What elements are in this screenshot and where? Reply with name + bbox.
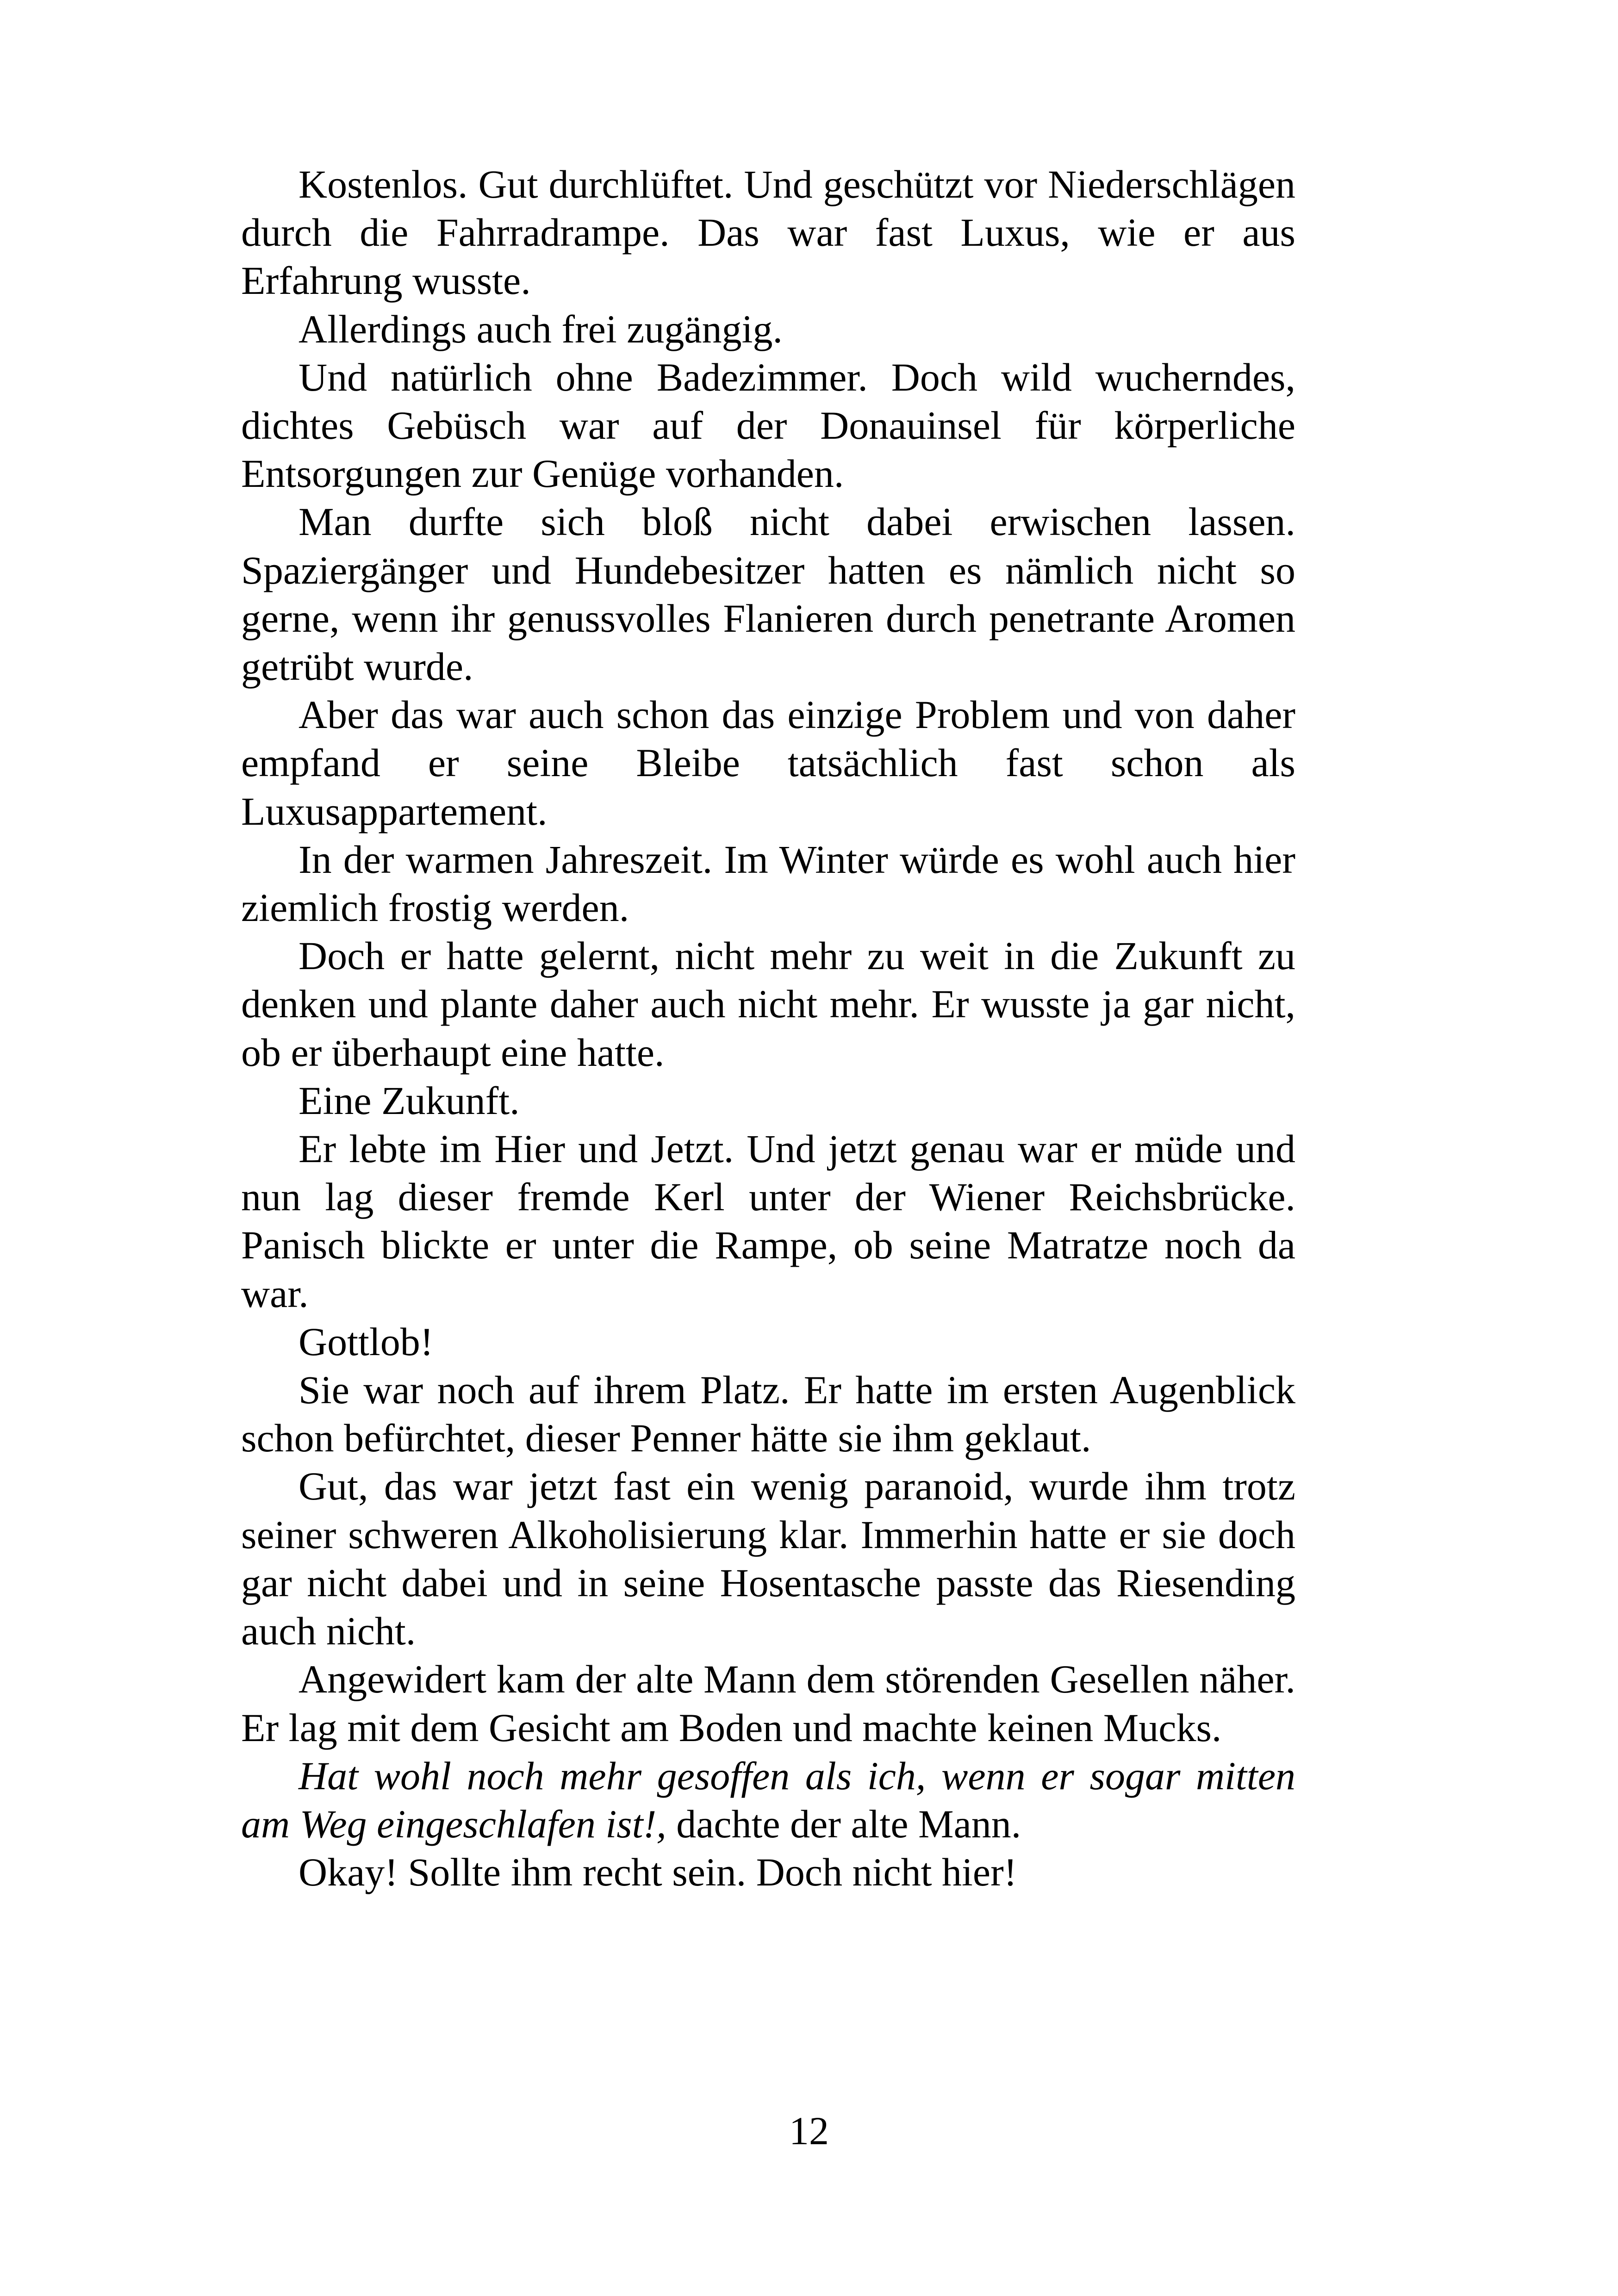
paragraph: Angewidert kam der alte Mann dem störenden Gesellen näher. Er lag mit dem Gesicht am Boden und machte keinen Mucks. [241, 1657, 1295, 1750]
paragraph: Und natürlich ohne Badezimmer. Doch wild wucherndes, dichtes Gebüsch war auf der Donauinsel für körperliche Entsorgungen zur Genüge vorhanden. [241, 355, 1295, 496]
body-text [241, 160, 1295, 1896]
paragraph: Okay! Sollte ihm recht sein. Doch nicht hier! [299, 1850, 1017, 1895]
page-number: 12 [789, 2109, 829, 2153]
paragraph: Gottlob! [299, 1319, 434, 1364]
paragraph: In der warmen Jahreszeit. Im Winter würde es wohl auch hier ziemlich frostig werden. [241, 837, 1295, 930]
paragraph: Gut, das war jetzt fast ein wenig paranoid, wurde ihm trotz seiner schweren Alkoholisierung klar. Immerhin hatte er sie doch gar nicht dabei und in seine Hosentasche passte das Riesending auch nicht. [241, 1464, 1295, 1654]
paragraph: Sie war noch auf ihrem Platz. Er hatte im ersten Augenblick schon befürchtet, dieser Penner hätte sie ihm geklaut. [241, 1368, 1295, 1461]
paragraph: Kostenlos. Gut durchlüftet. Und geschützt vor Niederschlägen durch die Fahrradrampe. Das war fast Luxus, wie er aus Erfahrung wusste. [241, 162, 1295, 303]
paragraph: Doch er hatte gelernt, nicht mehr zu weit in die Zukunft zu denken und plante daher auch nicht mehr. Er wusste ja gar nicht, ob er überhaupt eine hatte. [241, 933, 1295, 1075]
thought-italic-text: Hat wohl noch mehr gesoffen als ich, wenn er sogar mitten am Weg eingeschlafen ist!, [241, 1753, 1295, 1846]
thought-paragraph [241, 1752, 1295, 1848]
thought-normal-text: dachte der alte Mann. [666, 1801, 1021, 1846]
paragraph: Aber das war auch schon das einzige Problem und von daher empfand er seine Bleibe tatsächlich fast schon als Luxusappartement. [241, 692, 1295, 834]
paragraph: Er lebte im Hier und Jetzt. Und jetzt genau war er müde und nun lag dieser fremde Kerl unter der Wiener Reichsbrücke. Panisch blickte er unter die Rampe, ob seine Matratze noch da war. [241, 1126, 1295, 1316]
paragraph: Man durfte sich bloß nicht dabei erwischen lassen. Spaziergänger und Hundebesitzer hatten es nämlich nicht so gerne, wenn ihr genussvolles Flanieren durch penetrante Aromen getrübt wurde. [241, 499, 1295, 689]
paragraph: Allerdings auch frei zugängig. [299, 306, 783, 351]
paragraph: Eine Zukunft. [299, 1078, 520, 1123]
